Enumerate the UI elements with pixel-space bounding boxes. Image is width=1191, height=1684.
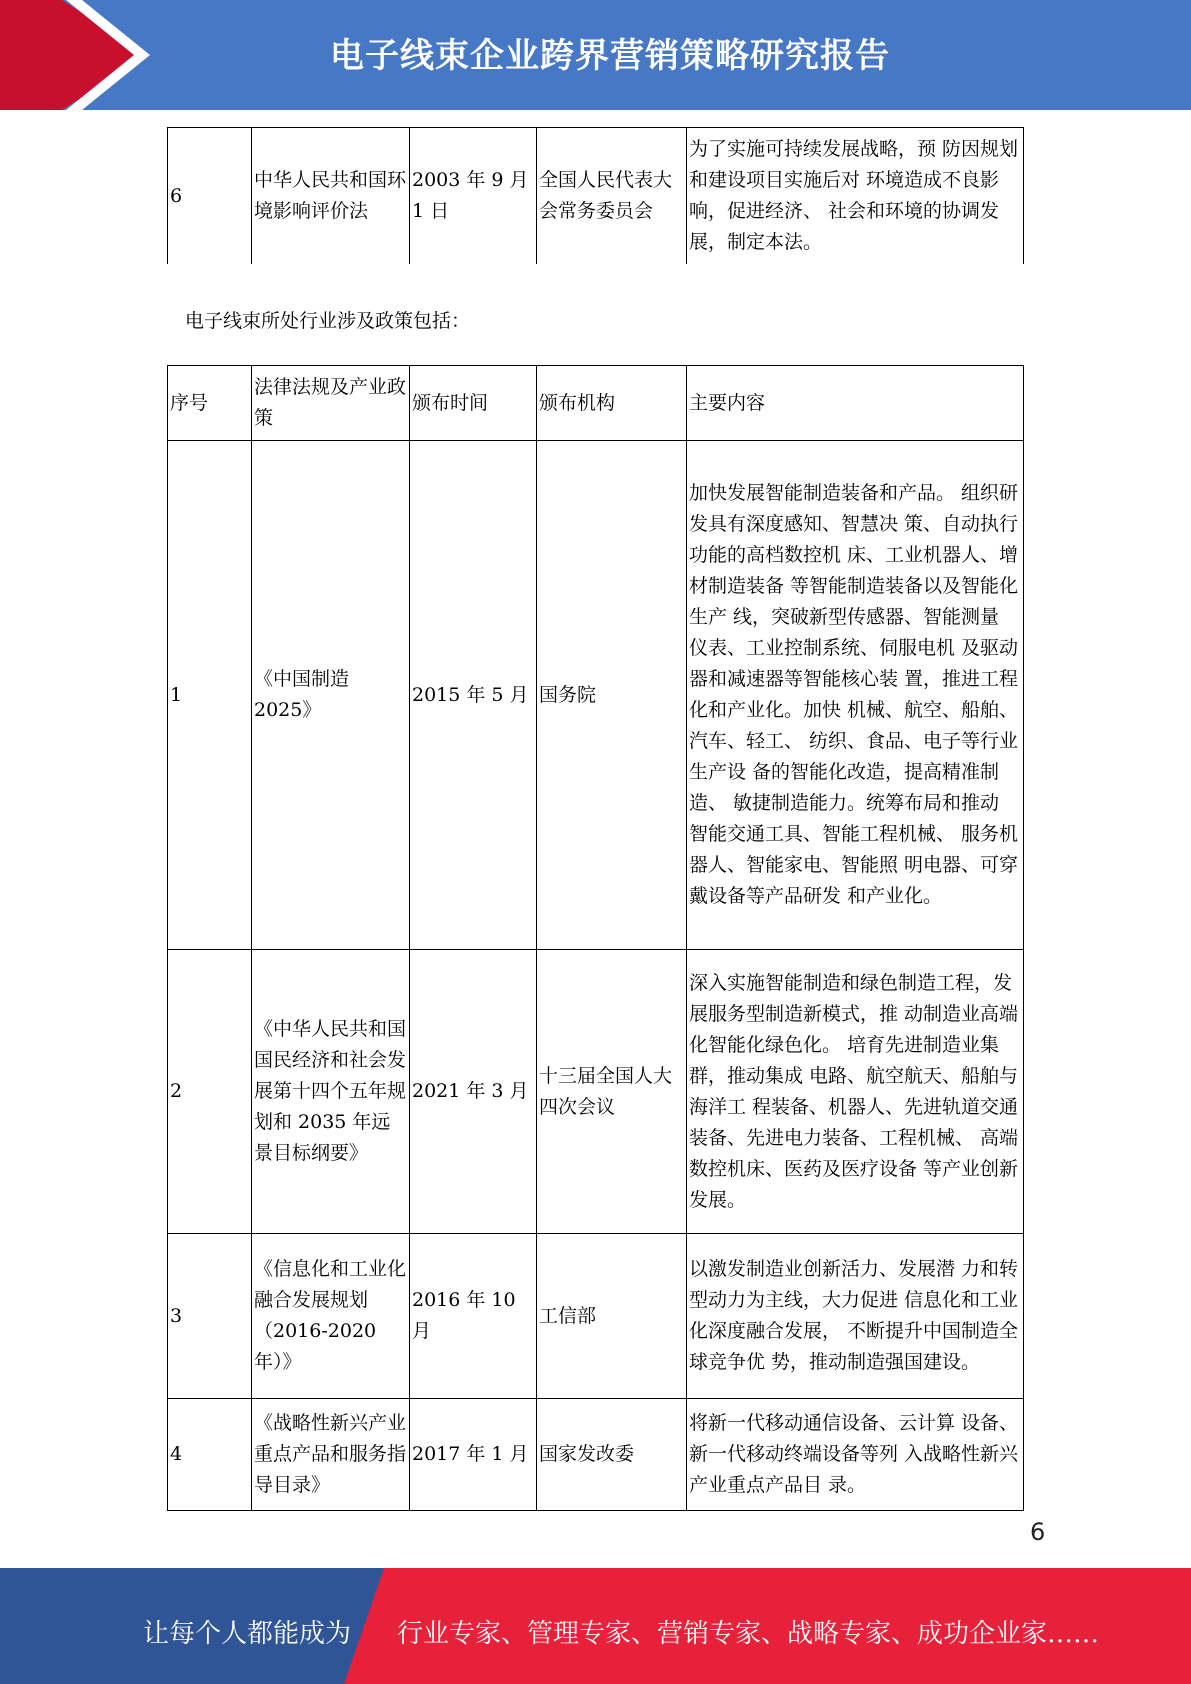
cell-content: 将新一代移动通信设备、云计算 设备、新一代移动终端设备等列 入战略性新兴产业重点产品目 录。 (687, 1399, 1024, 1511)
cell-law: 《信息化和工业化融合发展规划（2016-2020 年）》 (252, 1234, 410, 1399)
table-row (168, 950, 1024, 1234)
footer-slogan-left: 让每个人都能成为 (143, 1619, 352, 1649)
cell-issuer: 工信部 (537, 1234, 687, 1399)
cell-law: 《中华人民共和国国民经济和社会发展第十四个五年规划和 2035 年远景目标纲要》 (252, 950, 410, 1234)
cell-law: 《中国制造 2025》 (252, 441, 410, 950)
cell-index: 1 (168, 441, 252, 950)
intro-text: 电子线束所处行业涉及政策包括： (185, 310, 471, 332)
cell-law: 中华人民共和国环境影响评价法 (252, 128, 410, 265)
table-row (168, 1234, 1024, 1399)
cell-issuer: 全国人民代表大会常务委员会 (537, 128, 687, 265)
cell-date: 2021 年 3 月 (410, 950, 537, 1234)
header-content: 主要内容 (687, 366, 1024, 441)
table-row (168, 1399, 1024, 1511)
cell-content: 以激发制造业创新活力、发展潜 力和转型动力为主线，大力促进 信息化和工业化深度融合发展， 不断提升中国制造全球竞争优 势，推动制造强国建设。 (687, 1234, 1024, 1399)
cell-content: 深入实施智能制造和绿色制造工程，发展服务型制造新模式，推 动制造业高端化智能化绿色化。 培育先进制造业集群，推动集成 电路、航空航天、船舶与海洋工 程装备、机器人、先进轨道交通 装备、先进电力装备、工程机械、 高端数控机床、医药及医疗设备 等产业创新发展。 (687, 950, 1024, 1234)
cell-date: 2017 年 1 月 (410, 1399, 537, 1511)
cell-issuer: 十三届全国人大四次会议 (537, 950, 687, 1234)
cell-index: 3 (168, 1234, 252, 1399)
header-date: 颁布时间 (410, 366, 537, 441)
continued-table (167, 127, 1024, 264)
cell-law-text: 《战略性新兴产业重点产品和服务指导目录》 (254, 1412, 407, 1496)
header-index: 序号 (168, 366, 252, 441)
header-law: 法律法规及产业政策 (252, 366, 410, 441)
header-bar (0, 0, 1191, 110)
cell-date: 2015 年 5 月 (410, 441, 537, 950)
cell-index: 6 (168, 128, 252, 265)
cell-issuer: 国家发改委 (537, 1399, 687, 1511)
cell-index: 4 (168, 1399, 252, 1511)
policy-table (167, 365, 1024, 1511)
cell-date: 2016 年 10 月 (410, 1234, 537, 1399)
cell-issuer: 国务院 (537, 441, 687, 950)
cell-law (252, 1399, 410, 1511)
table-row (168, 128, 1024, 265)
table-row (168, 441, 1024, 950)
cell-index: 2 (168, 950, 252, 1234)
cell-content: 为了实施可持续发展战略，预 防因规划和建设项目实施后对 环境造成不良影响，促进经济、 社会和环境的协调发展，制定本法。 (687, 128, 1024, 265)
table-header-row (168, 366, 1024, 441)
header-issuer: 颁布机构 (537, 366, 687, 441)
report-title: 电子线束企业跨界营销策略研究报告 (330, 36, 890, 76)
cell-date: 2003 年 9 月 1 日 (410, 128, 537, 265)
footer-slogan-right: 行业专家、管理专家、营销专家、战略专家、成功企业家…… (397, 1619, 1100, 1649)
cell-content: 加快发展智能制造装备和产品。 组织研发具有深度感知、智慧决 策、自动执行功能的高档数控机 床、工业机器人、增材制造装备 等智能制造装备以及智能化生产 线，突破新型传感器、智能测量 仪表、工业控制系统、伺服电机 及驱动器和减速器等智能核心装 置，推进工程化和产业化。加快 机械、航空、船舶、汽车、轻工、 纺织、食品、电子等行业生产设 备的智能化改造，提高精准制造、 敏捷制造能力。统筹布局和推动 智能交通工具、智能工程机械、 服务机器人、智能家电、智能照 明电器、可穿戴设备等产品研发 和产业化。 (687, 441, 1024, 950)
page-number: 6 (1030, 1518, 1046, 1546)
